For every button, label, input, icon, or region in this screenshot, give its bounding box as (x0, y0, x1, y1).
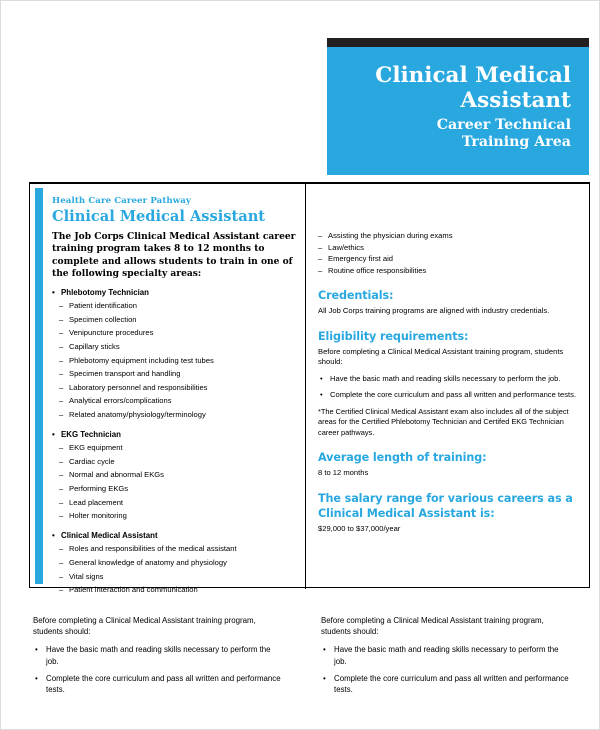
header-banner (327, 38, 589, 175)
list-item (33, 644, 283, 666)
list-item-label: Patient identification (69, 301, 137, 311)
credentials-body: All Job Corps training programs are aligned with industry credentials. (318, 306, 550, 315)
specialty-group-title (52, 428, 298, 442)
certification-footnote: *The Certified Clinical Medical Assistant exam also includes all of the subject areas for the Certified Phlebotomy Technician and Certifed EKG Technician career pathways. (318, 406, 569, 437)
bullet-icon: • (52, 287, 55, 297)
bottom-left-column (33, 615, 283, 701)
list-item-label: Specimen collection (69, 314, 137, 324)
bullet-icon: • (52, 530, 55, 540)
bullet-icon: • (35, 645, 38, 655)
bullet-icon: • (320, 390, 323, 400)
list-item-label: Law/ethics (328, 242, 364, 252)
list-item (52, 570, 298, 584)
list-item (318, 390, 580, 401)
list-item (318, 253, 580, 265)
list-item-label: Capillary sticks (69, 342, 120, 351)
bottom-left-list (33, 644, 283, 695)
list-item (321, 644, 571, 666)
list-item (52, 468, 298, 482)
eligibility-list (318, 374, 580, 401)
list-item (52, 455, 298, 469)
list-item (52, 394, 298, 408)
list-item-label: Complete the core curriculum and pass all written and performance tests. (330, 390, 577, 400)
header-black-rule (327, 38, 589, 47)
list-item (52, 441, 298, 455)
specialty-group-label: Phlebotomy Technician (61, 287, 149, 297)
training-length-heading: Average length of training: (318, 451, 487, 465)
specialty-group-title (52, 529, 298, 543)
specialty-subitem-list (52, 299, 298, 421)
list-item-label: Related anatomy/physiology/terminology (69, 409, 206, 419)
list-item (52, 583, 298, 597)
dash-icon: – (59, 369, 64, 379)
left-column (52, 196, 298, 603)
list-item-label: Patient interaction and communication (69, 585, 198, 595)
list-item-label: General knowledge of anatomy and physiology (69, 557, 227, 567)
banner-subtitle-line1: Career Technical (436, 117, 571, 133)
pathway-eyebrow: Health Care Career Pathway (52, 196, 191, 206)
list-item (318, 242, 580, 254)
dash-icon: – (59, 557, 64, 567)
banner-title-line1: Clinical Medical (375, 63, 571, 88)
list-item-label: Assisting the physician during exams (328, 231, 453, 240)
dash-icon: – (59, 443, 64, 453)
banner-subtitle-line2: Training Area (461, 134, 571, 150)
list-item-label: Specimen transport and handling (69, 369, 181, 379)
list-item (52, 367, 298, 381)
banner-title-line2: Assistant (460, 88, 571, 113)
list-item-label: Vital signs (69, 571, 104, 581)
bottom-right-list (321, 644, 571, 695)
salary-heading-line2: Clinical Medical Assistant is: (318, 506, 495, 520)
list-item (52, 354, 298, 368)
list-item (318, 374, 580, 385)
list-item (52, 299, 298, 313)
credentials-heading: Credentials: (318, 289, 394, 302)
list-item-label: Venipuncture procedures (69, 328, 154, 338)
header-blue-block (327, 47, 589, 175)
main-content-box (29, 182, 590, 595)
dash-icon: – (59, 585, 64, 595)
salary-heading-line1: The salary range for various careers as a (318, 491, 573, 505)
dash-icon: – (59, 314, 64, 324)
list-item (52, 381, 298, 395)
bullet-icon: • (320, 373, 323, 383)
list-item (321, 673, 571, 695)
list-item (52, 496, 298, 510)
bottom-left-intro: Before completing a Clinical Medical Assistant training program, students should: (33, 616, 256, 637)
list-item (52, 542, 298, 556)
list-item (52, 408, 298, 422)
list-item (52, 509, 298, 523)
pathway-headline: Clinical Medical Assistant (52, 208, 266, 225)
list-item-label: Roles and responsibilities of the medical assistant (69, 544, 237, 554)
dash-icon: – (59, 511, 64, 521)
list-item (318, 265, 580, 277)
eligibility-intro: Before completing a Clinical Medical Assistant training program, students should: (318, 346, 564, 367)
list-item (52, 340, 298, 354)
list-item (33, 673, 283, 695)
list-item-label: Cardiac cycle (69, 456, 115, 466)
dash-icon: – (59, 328, 64, 338)
list-item-label: EKG equipment (69, 443, 123, 453)
eligibility-heading: Eligibility requirements: (318, 329, 469, 343)
list-item-label: Analytical errors/complications (69, 396, 172, 406)
list-item (52, 326, 298, 340)
specialty-group-label: EKG Technician (61, 429, 121, 439)
dash-icon: – (318, 265, 323, 275)
bullet-icon: • (323, 673, 326, 683)
bullet-icon: • (52, 429, 55, 439)
list-item-label: Holter monitoring (69, 511, 127, 521)
dash-icon: – (59, 382, 64, 392)
list-item (318, 230, 580, 242)
dash-icon: – (59, 301, 64, 311)
dash-icon: – (59, 483, 64, 493)
list-item-label: Have the basic math and reading skills necessary to perform the job. (46, 645, 271, 666)
dash-icon: – (318, 242, 323, 252)
list-item-label: Phlebotomy equipment including test tubes (69, 355, 214, 365)
dash-icon: – (59, 456, 64, 466)
list-item-label: Lead placement (69, 497, 124, 507)
list-item-label: Have the basic math and reading skills necessary to perform the job. (330, 373, 561, 383)
list-item-label: Normal and abnormal EKGs (69, 470, 164, 480)
specialty-group-title (52, 286, 298, 300)
dash-icon: – (59, 571, 64, 581)
dash-icon: – (318, 231, 323, 240)
list-item-label: Complete the core curriculum and pass all written and performance tests. (334, 673, 569, 695)
list-item-label: Laboratory personnel and responsibilities (69, 382, 208, 392)
list-item-label: Performing EKGs (69, 483, 129, 493)
dash-icon: – (318, 254, 323, 263)
continued-subitem-list (318, 230, 580, 276)
list-item-label: Routine office responsibilities (328, 265, 427, 275)
specialty-subitem-list (52, 542, 298, 596)
salary-body: $29,000 to $37,000/year (318, 523, 401, 533)
dash-icon: – (59, 409, 64, 419)
column-divider (305, 184, 306, 589)
right-column (318, 230, 580, 534)
list-item-label: Complete the core curriculum and pass all written and performance tests. (46, 673, 281, 695)
list-item (52, 482, 298, 496)
dash-icon: – (59, 544, 64, 554)
dash-icon: – (59, 355, 64, 365)
dash-icon: – (59, 470, 64, 480)
program-intro-text: The Job Corps Clinical Medical Assistant career training program takes 8 to 12 months to complete and allows students to train in one of the following specialty areas: (52, 231, 296, 280)
specialty-group-label: Clinical Medical Assistant (61, 530, 158, 540)
bottom-right-column (321, 615, 571, 701)
list-item (52, 313, 298, 327)
dash-icon: – (59, 497, 64, 507)
list-item (52, 556, 298, 570)
list-item-label: Emergency first aid (328, 254, 393, 263)
dash-icon: – (59, 342, 64, 351)
training-length-body: 8 to 12 months (318, 468, 369, 478)
list-item-label: Have the basic math and reading skills necessary to perform the job. (334, 645, 559, 666)
bottom-right-intro: Before completing a Clinical Medical Assistant training program, students should: (321, 616, 544, 637)
bullet-icon: • (35, 673, 38, 683)
specialty-area-list (52, 286, 298, 597)
specialty-subitem-list (52, 441, 298, 523)
dash-icon: – (59, 396, 64, 406)
bullet-icon: • (323, 645, 326, 655)
blue-accent-bar (35, 188, 43, 584)
